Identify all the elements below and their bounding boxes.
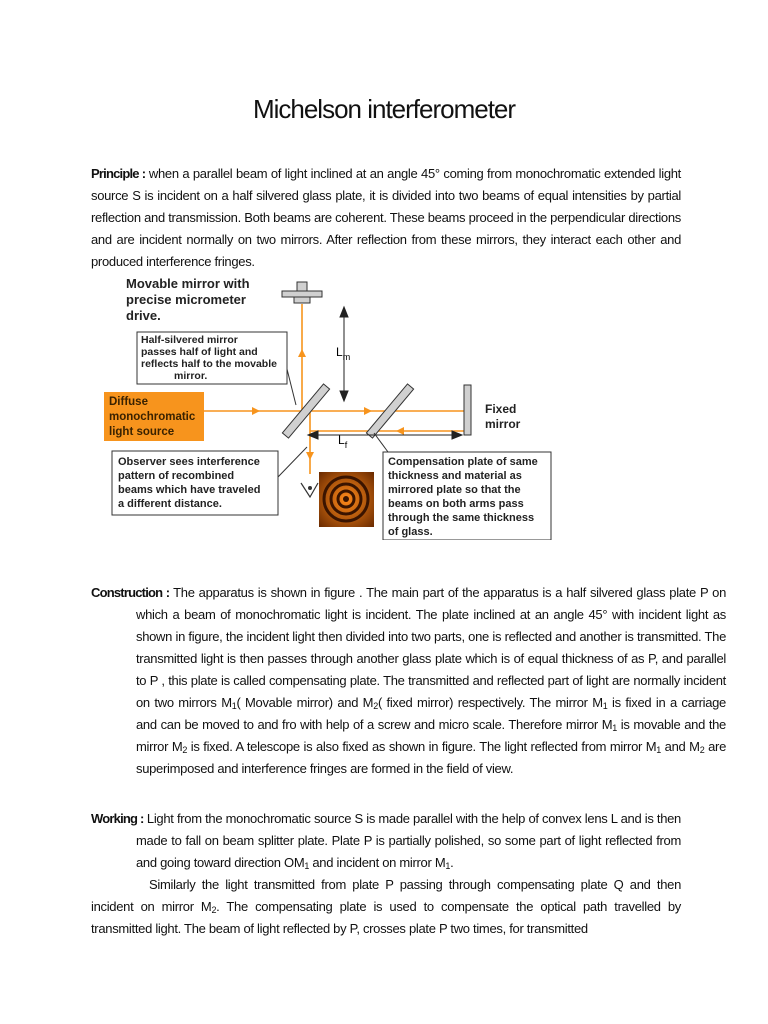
fixed-mirror-label: Fixed mirror — [485, 402, 521, 431]
working-first: Working : Light from the monochromatic source S is made parallel with the help of convex lens L and is then made to fall on beam splitter plate. Plate P is partially polished, so some part of light reflected from and going toward direction $OM_1$ and incident on mirror $M_1$. — [91, 811, 681, 871]
michelson-diagram — [104, 277, 564, 540]
interference-fringe-image — [319, 472, 374, 527]
working-second: Similarly the light transmitted from plate P passing through compensating plate Q and then incident on mirror $M_2$. The compensating plate is used to compensate the optical path travelled by transmitted light. The beam of light reflected by P, crosses plate P two times, for transmitted — [91, 877, 681, 936]
half-silvered-label: Half-silvered mirror passes half of light and reflects half to the movable mirror. — [141, 334, 277, 382]
arrow-left — [396, 427, 404, 435]
movable-mirror — [282, 282, 322, 303]
page-title: Michelson interferometer — [252, 94, 516, 124]
lf-label: $L_f$ — [338, 433, 348, 450]
compensation-label: Compensation plate of same thickness and material as mirrored plate so that the beams on both arms pass through the same thickness of glass. — [388, 456, 538, 538]
principle-paragraph — [91, 163, 681, 273]
observer-label: Observer sees interference pattern of recombined beams which have traveled a different distance. — [118, 456, 261, 510]
half-silvered-pointer — [287, 369, 296, 405]
working-paragraph — [91, 808, 681, 940]
lm-label: $L_m$ — [336, 345, 351, 362]
movable-mirror-label: Movable mirror with precise micrometer drive. — [126, 277, 250, 323]
principle-heading: Principle : — [91, 166, 146, 181]
compensation-pointer — [374, 433, 388, 452]
working-heading: Working : — [91, 811, 144, 826]
eye-icon — [301, 483, 318, 497]
arrow-right — [364, 407, 372, 415]
arrow-up — [298, 349, 306, 357]
light-beams — [204, 304, 464, 474]
arrow-down — [306, 452, 314, 460]
construction-heading: Construction : — [91, 585, 170, 600]
principle-text: when a parallel beam of light inclined at an angle 45° coming from monochromatic extended light source S is incident on a half silvered glass plate, it is divided into two beams of equal intensities by partial reflection and transmission. Both beams are coherent. These beams proceed in the perpendicular directions and are incident normally on two mirrors. After reflection from these mirrors, they interact each other and produced interference fringes. — [91, 166, 681, 269]
arrow-source — [252, 407, 260, 415]
fixed-mirror — [464, 385, 471, 435]
construction-paragraph: Construction : The apparatus is shown in figure . The main part of the apparatus is a half silvered glass plate P on which a beam of monochromatic light is incident. The plate inclined at an angle 45° with incident light as shown in figure, the incident light then divided into two parts, one is reflected and another is transmitted. The transmitted light is then passes through another glass plate which is of equal thickness of as P, and parallel to P , this plate is called compensating plate. The transmitted and reflected part of light are normally incident on two mirrors $M_1$( Movable mirror) and $M_2$( fixed mirror) respectively. The mirror $M_1$ is fixed in a carriage and can be moved to and fro with help of a screw and micro scale. Therefore mirror $M_1$ is movable and the mirror $M_2$ is fixed. A telescope is also fixed as shown in figure. The light reflected from mirror $M_1$ and $M_2$ are superimposed and interference fringes are formed in the field of view. — [91, 585, 727, 776]
light-source-label: Diffuse monochromatic light source — [109, 396, 196, 438]
observer-pointer — [278, 447, 307, 477]
lf-dimension — [308, 431, 462, 439]
